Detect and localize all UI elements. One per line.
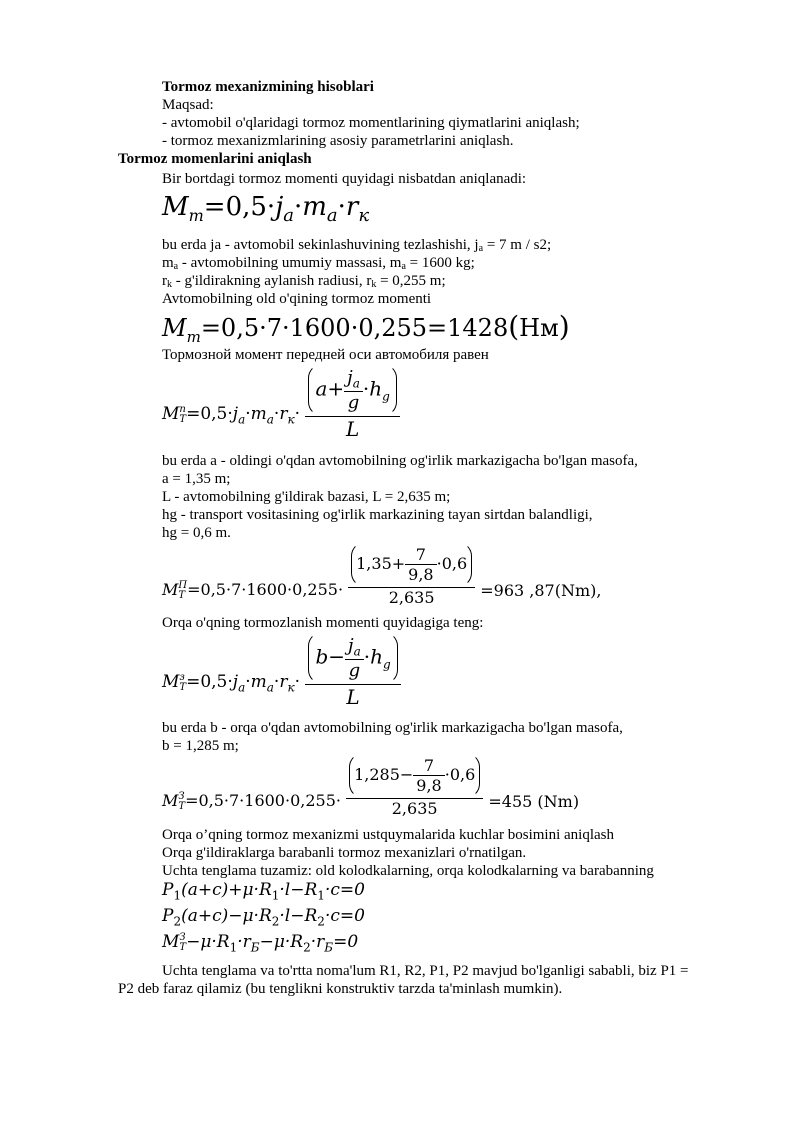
formula-front-result: M П T =0,5·7·1600·0,255· 1,35+ $\frac{7}{9,8}$ ·0,6 2,635 =963 ,87(Nm), xyxy=(162,542,601,607)
heading: Tormoz mexanizmining hisoblari xyxy=(162,79,374,95)
value-hg: hg = 0,6 m. xyxy=(162,525,231,541)
value-a: a = 1,35 m; xyxy=(162,471,231,487)
definition-rk: $r_k$ - g'ildirakning aylanish radiusi, $r_k = 0,255$ m; xyxy=(162,273,446,290)
definition-ma: $m_a$ - avtomobilning umumiy massasi, $m_a = 1600$ kg; xyxy=(162,255,475,272)
equation-3: M З T $-\mu\cdot R_1\cdot r_Б-\mu\cdot R_2\cdot r_Б=0$ xyxy=(162,931,359,955)
final-paragraph: Uchta tenglama va to'rtta noma'lum R1, R2, P1, P2 mavjud bo'lganligi sababli, biz P1 = xyxy=(162,963,689,979)
rear-axle-intro: Orqa o'qning tormozlanish momenti quyidagiga teng: xyxy=(162,615,484,631)
definition-L: L - avtomobilning g'ildirak bazasi, L = 2,635 m; xyxy=(162,489,451,505)
paragraph-line: Uchta tenglama tuzamiz: old kolodkalarning, orqa kolodkalarning va barabanning xyxy=(162,863,654,879)
final-paragraph: P2 deb faraz qilamiz (bu tenglikni konstruktiv tarzda ta'minlash mumkin). xyxy=(118,981,563,997)
value-b: b = 1,285 m; xyxy=(162,738,239,754)
paragraph-line: Orqa g'ildiraklarga barabanli tormoz mexanizlari o'rnatilgan. xyxy=(162,845,527,861)
goal-item: - tormoz mexanizmlarining asosiy parametrlarini aniqlash. xyxy=(162,133,514,149)
definition-hg: hg - transport vositasining og'irlik markazining tayan sirtdan balandligi, xyxy=(162,507,593,523)
definition-b: bu erda b - orqa o'qdan avtomobilning og'irlik markazigacha bo'lgan masofa, xyxy=(162,720,623,736)
formula-front-value: $M_m=0,5\cdot 7\cdot 1600\cdot 0,255=1428(Нм)$ xyxy=(162,310,570,346)
formula-main: $M_m=0,5\cdot j_a\cdot m_a\cdot r_к$ xyxy=(162,192,370,227)
goal-item: - avtomobil o'qlaridagi tormoz momentlarining qiymatlarini aniqlash; xyxy=(162,115,580,131)
formula-front-general: M п T $=0,5\cdot j_a\cdot m_a\cdot r_к\cdot$ a+ $\frac{j_a}{g}$ $\cdot h_g$ L xyxy=(162,364,400,441)
definition-ja: bu erda ja - avtomobil sekinlashuvining tezlashishi, $j_a = 7$ m / s2; xyxy=(162,237,552,254)
paragraph-line: Orqa o’qning tormoz mexanizmi ustquymalarida kuchlar bosimini aniqlash xyxy=(162,827,614,843)
section-title: Tormoz momenlarini aniqlash xyxy=(118,151,312,167)
intro-text: Bir bortdagi tormoz momenti quyidagi nisbatdan aniqlanadi: xyxy=(162,171,527,187)
formula-rear-result: M З T =0,5·7·1600·0,255· 1,285− $\frac{7}{9,8}$ ·0,6 2,635 =455 (Nm) xyxy=(162,753,579,818)
goal-label: Maqsad: xyxy=(162,97,214,113)
formula-rear-general: M з T $=0,5\cdot j_a\cdot m_a\cdot r_к\cdot$ b− $\frac{j_a}{g}$ $\cdot h_g$ L xyxy=(162,632,401,709)
equation-1: $P_1(a+c)+\mu\cdot R_1\cdot l-R_1\cdot c=0$ xyxy=(162,880,365,903)
russian-line: Тормозной момент передней оси автомобиля равен xyxy=(162,347,489,363)
front-axle-label: Avtomobilning old o'qining tormoz momenti xyxy=(162,291,432,307)
definition-a: bu erda a - oldingi o'qdan avtomobilning og'irlik markazigacha bo'lgan masofa, xyxy=(162,453,638,469)
equation-2: $P_2(a+c)-\mu\cdot R_2\cdot l-R_2\cdot c=0$ xyxy=(162,906,365,929)
